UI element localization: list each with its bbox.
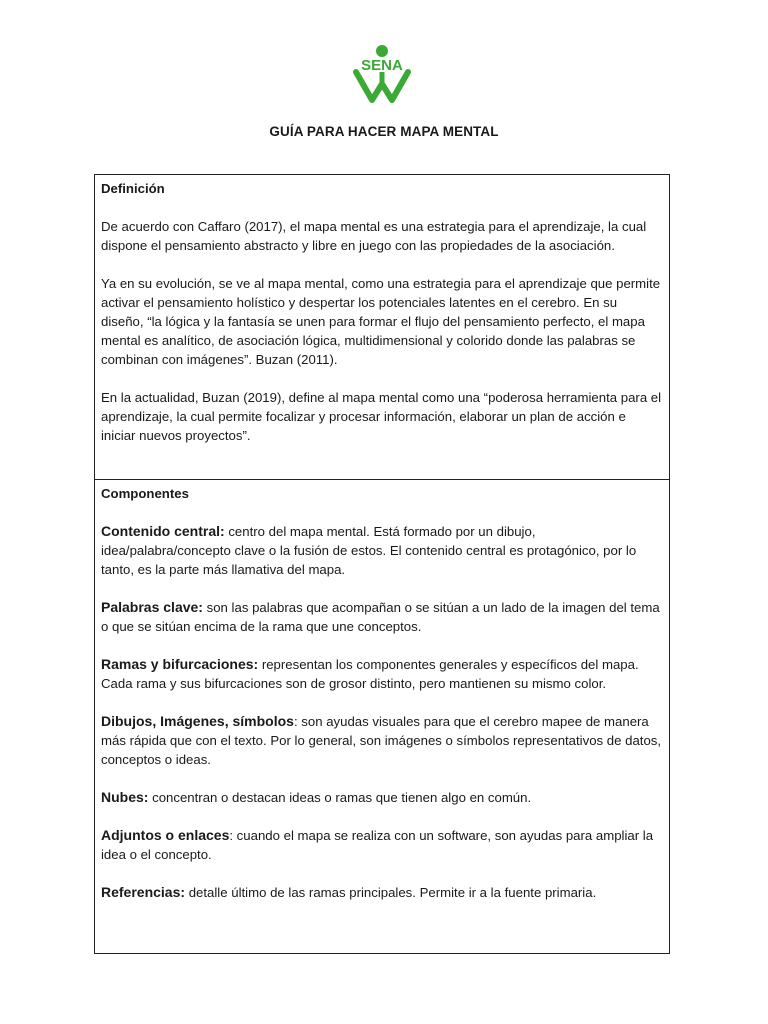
component-item	[101, 598, 663, 636]
definicion-paragraph: En la actualidad, Buzan (2019), define al mapa mental como una “poderosa herramienta para el aprendizaje, la cual permite focalizar y procesar información, elaborar un plan de acción e iniciar nuevos proyectos”.	[101, 390, 662, 443]
component-description: : cuando el mapa se realiza con un software, son ayudas para ampliar la idea o el concepto.	[101, 828, 654, 862]
definicion-heading: Definición	[101, 181, 165, 196]
definicion-section	[94, 174, 670, 480]
component-description: : son ayudas visuales para que el cerebro mapee de manera más rápida que con el texto. Por lo general, son imágenes o símbolos representativos de datos, conceptos o ideas.	[101, 714, 662, 767]
component-item	[101, 655, 663, 693]
sena-logo-text: SENA	[361, 57, 403, 74]
component-description: centro del mapa mental. Está formado por un dibujo, idea/palabra/concepto clave o la fusión de estos. El contenido central es protagónico, por lo tanto, es la parte más llamativa del mapa.	[101, 524, 637, 577]
component-term: Nubes:	[101, 789, 149, 805]
component-term: Palabras clave:	[101, 599, 203, 615]
component-term: Adjuntos o enlaces	[101, 827, 230, 843]
component-item	[101, 883, 663, 902]
component-item	[101, 788, 663, 807]
document-title: GUÍA PARA HACER MAPA MENTAL	[269, 124, 499, 139]
componentes-heading: Componentes	[101, 486, 189, 501]
component-description: concentran o destacan ideas o ramas que tienen algo en común.	[148, 790, 532, 805]
component-item	[101, 712, 663, 769]
component-item	[101, 522, 663, 579]
definicion-paragraph: Ya en su evolución, se ve al mapa mental, como una estrategia para el aprendizaje que permite activar el pensamiento holístico y despertar los potenciales latentes en el cerebro. En su diseño, “la lógica y la fantasía se unen para formar el flujo del pensamiento perfecto, el mapa mental es analítico, de asociación lógica, multidimensional y colorido donde las palabras se combinan con imágenes”. Buzan (2011).	[101, 276, 661, 367]
sena-logo	[350, 44, 414, 104]
component-term: Referencias:	[101, 884, 186, 900]
component-description: detalle último de las ramas principales. Permite ir a la fuente primaria.	[185, 885, 597, 900]
definicion-paragraph: De acuerdo con Caffaro (2017), el mapa mental es una estrategia para el aprendizaje, la cual dispone el pensamiento abstracto y libre en juego con las propiedades de la asociación.	[101, 219, 647, 253]
component-term: Contenido central:	[101, 523, 225, 539]
component-description: representan los componentes generales y específicos del mapa. Cada rama y sus bifurcaciones son de grosor distinto, pero mantienen su mismo color.	[101, 657, 639, 691]
component-term: Ramas y bifurcaciones:	[101, 656, 259, 672]
component-term: Dibujos, Imágenes, símbolos	[101, 713, 294, 729]
component-item	[101, 826, 663, 864]
component-description: son las palabras que acompañan o se sitúan a un lado de la imagen del tema o que se sitúan encima de la rama que une conceptos.	[101, 600, 660, 634]
componentes-section	[94, 479, 670, 954]
